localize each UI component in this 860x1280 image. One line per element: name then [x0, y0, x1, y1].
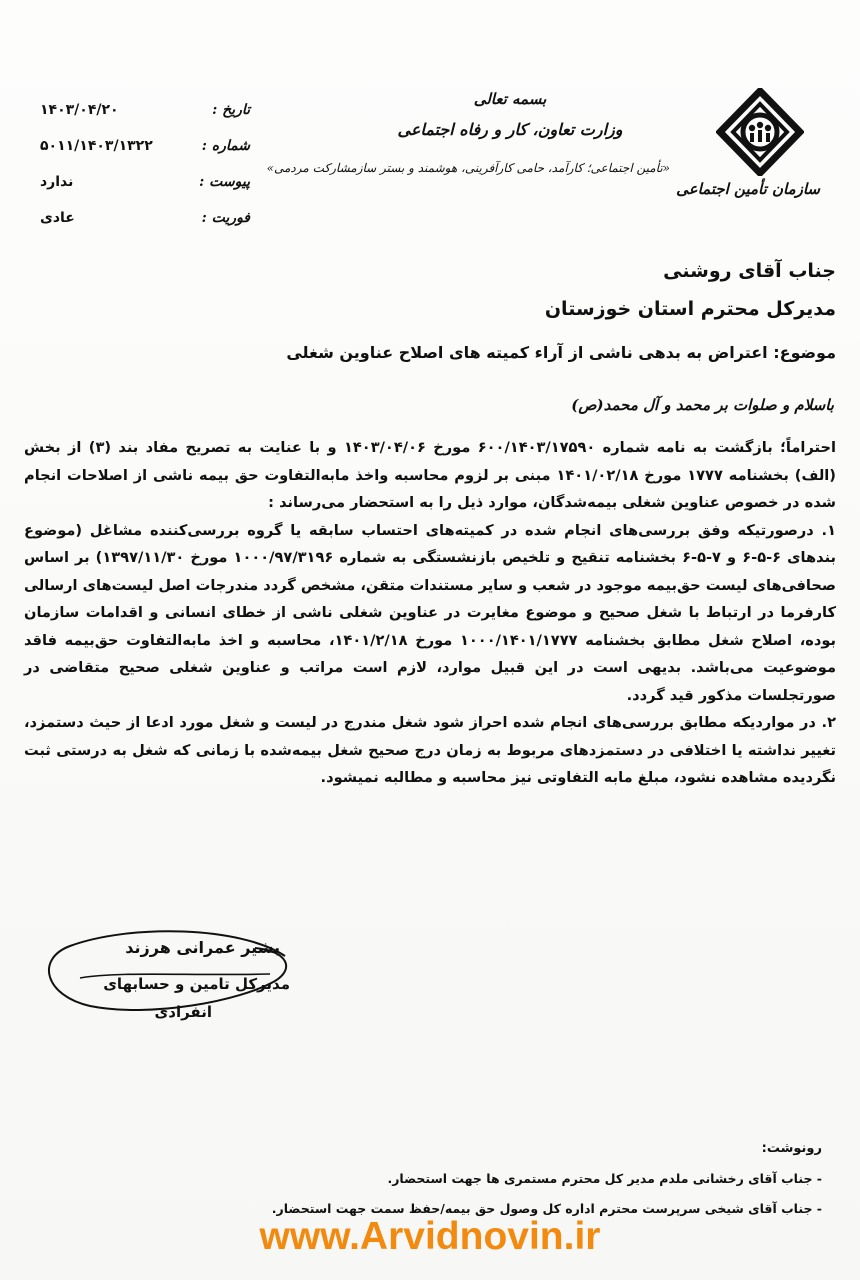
meta-label: شماره :	[201, 138, 250, 154]
org-logo-block	[676, 88, 820, 198]
signatory-title: مدیرکل تامین و حسابهای	[103, 975, 290, 993]
bismillah: بسمه تعالی	[473, 90, 547, 108]
meta-attachment	[40, 164, 250, 200]
cc-block	[272, 1134, 822, 1224]
signatory-title-line2: انفرادی	[154, 1003, 212, 1021]
body-item-2: ۲. در مواردیکه مطابق بررسی‌های انجام شده احراز شود شغل مندرج در لیست و شغل مورد ادعا از حیث دستمزد، تغییر نداشته یا اختلافی در دستمزدهای مربوط به زمان درج صحیح شغل بیمه‌شده با زمانی که شغل به درستی ثبت نگردیده مشاهده نشود، مبلغ مابه التفاوتی نیز محاسبه و مطالبه نمیشود.	[24, 714, 836, 786]
addressee	[545, 252, 836, 328]
cc-item: - جناب آقای شیخی سرپرست محترم اداره کل وصول حق بیمه/حفظ سمت جهت استحضار.	[271, 1201, 822, 1216]
body-intro: احتراماً؛ بازگشت به نامه شماره ۶۰۰/۱۴۰۳/۱۷۵۹۰ مورخ ۱۴۰۳/۰۴/۰۶ و با عنایت به تصریح مفاد بند (۳) از بخش (الف) بخشنامه ۱۷۷۷ مورخ ۱۴۰۱/۰۲/۱۸ مبنی بر لزوم محاسبه واخذ مابه‌التفاوت حق بیمه ناشی از اصلاحات انجام شده در خصوص عناوین شغلی بیمه‌شدگان، موارد ذیل را به استحضار می‌رساند :	[24, 439, 836, 511]
meta-value: ۱۴۰۳/۰۴/۲۰	[40, 102, 119, 118]
addressee-name: جناب آقای روشنی	[663, 260, 836, 282]
signatory-name: بشیر عمرانی هرزند	[125, 938, 280, 957]
org-name: سازمان تأمین اجتماعی	[676, 180, 820, 198]
meta-label: پیوست :	[199, 174, 250, 190]
cc-item: - جناب آقای رخشانی ملدم مدیر کل محترم مستمری ها جهت استحضار.	[387, 1171, 822, 1186]
meta-value: عادی	[40, 210, 75, 226]
letter-body	[24, 434, 836, 792]
addressee-title: مدیرکل محترم استان خوزستان	[544, 298, 836, 320]
meta-label: تاریخ :	[212, 102, 250, 118]
signature-block	[50, 938, 290, 1021]
ministry-name: وزارت تعاون، کار و رفاه اجتماعی	[397, 120, 623, 139]
meta-value: ۵۰۱۱/۱۴۰۳/۱۳۲۲	[40, 138, 153, 154]
meta-urgency	[40, 200, 250, 236]
social-security-logo-icon	[716, 88, 804, 176]
meta-date	[40, 92, 250, 128]
letter-meta	[40, 92, 250, 236]
org-slogan: «تأمین اجتماعی؛ کارآمد، حامی کارآفرینی، هوشمند و بستر سازمشارکت مردمی»	[266, 161, 670, 175]
watermark-url: www.Arvidnovin.ir	[259, 1215, 601, 1258]
cc-title: رونوشت:	[761, 1141, 822, 1156]
greeting: باسلام و صلوات بر محمد و آل محمد(ص)	[571, 396, 834, 414]
body-item-1: ۱. درصورتیکه وفق بررسی‌های انجام شده در کمیته‌های احتساب سابقه یا گروه بررسی‌کننده مشاغل (موضوع بندهای ۶-۵-۶ و ۷-۵-۶ بخشنامه تنقیح و تلخیص بازنشستگی به شماره ۱۰۰۰/۹۷/۳۱۹۶ مورخ ۱۳۹۷/۱۱/۳۰) بر اساس صحافی‌های لیست حق‌بیمه موجود در شعب و سایر مستندات متقن، مشخص گردد مندرجات اصل لیست‌های ارسالی کارفرما در ارتباط با شغل صحیح و موضوع مغایرت در عناوین شغلی ناشی از خطای انسانی و اقدامات سازمان بوده، اصلاح شغل مطابق بخشنامه ۱۰۰۰/۱۴۰۱/۱۷۷۷ مورخ ۱۴۰۱/۲/۱۸، محاسبه و اخذ مابه‌التفاوت حق‌بیمه فاقد موضوعیت می‌باشد. بدیهی است در این قبیل موارد، لازم است مراتب و عناوین شغلی صحیح متقاضی در صورتجلسات مذکور قید گردد.	[24, 521, 837, 704]
meta-value: ندارد	[40, 174, 74, 190]
meta-label: فوریت :	[201, 210, 250, 226]
letterhead-center	[266, 90, 670, 175]
letter-subject: موضوع: اعتراض به بدهی ناشی از آراء کمیته های اصلاح عناوین شغلی	[286, 343, 836, 362]
meta-number	[40, 128, 250, 164]
